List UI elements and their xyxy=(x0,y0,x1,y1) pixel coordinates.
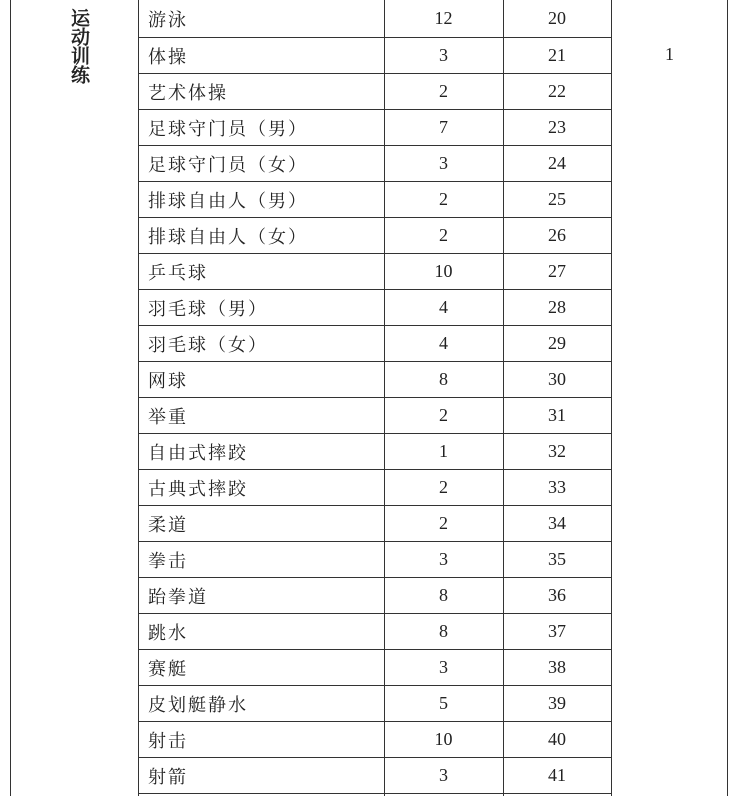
count-cell: 4 xyxy=(439,297,448,317)
count-cell: 8 xyxy=(439,585,448,605)
count-cell: 3 xyxy=(439,549,448,569)
sequence-cell: 23 xyxy=(548,117,566,137)
sport-name-cell: 射击 xyxy=(148,730,188,752)
table-border-right xyxy=(727,0,728,796)
sport-name-cell: 排球自由人（男） xyxy=(148,190,308,212)
sequence-cell: 24 xyxy=(548,153,566,173)
count-cell: 10 xyxy=(434,261,453,281)
table-row xyxy=(138,398,612,434)
sequence-cell: 33 xyxy=(548,477,566,497)
table-row xyxy=(138,182,612,218)
count-cell: 3 xyxy=(439,45,448,65)
sport-name-cell: 射箭 xyxy=(148,766,188,788)
sport-name-cell: 游泳 xyxy=(148,9,188,31)
count-cell: 3 xyxy=(439,153,448,173)
sequence-cell: 28 xyxy=(548,297,566,317)
count-cell: 2 xyxy=(439,513,448,533)
table-row xyxy=(138,758,612,794)
table-row xyxy=(138,506,612,542)
table-row xyxy=(138,146,612,182)
sport-name-cell: 足球守门员（女） xyxy=(148,154,308,176)
sport-name-cell: 羽毛球（女） xyxy=(148,334,268,356)
sequence-cell: 25 xyxy=(548,189,566,209)
table-row xyxy=(138,326,612,362)
table-row xyxy=(138,74,612,110)
sequence-cell: 35 xyxy=(548,549,566,569)
table-row xyxy=(138,614,612,650)
sequence-cell: 29 xyxy=(548,333,566,353)
sport-name-cell: 自由式摔跤 xyxy=(148,442,248,464)
sport-name-cell: 跳水 xyxy=(148,622,188,644)
sequence-cell: 41 xyxy=(548,765,566,785)
table-row xyxy=(138,722,612,758)
sequence-cell: 32 xyxy=(548,441,566,461)
table-row xyxy=(138,218,612,254)
sport-name-cell: 乒乓球 xyxy=(148,262,208,284)
table-row xyxy=(138,38,612,74)
count-cell: 7 xyxy=(439,117,448,137)
sequence-cell: 26 xyxy=(548,225,566,245)
sport-name-cell: 古典式摔跤 xyxy=(148,478,248,500)
sequence-cell: 27 xyxy=(548,261,566,281)
count-cell: 8 xyxy=(439,621,448,641)
sport-name-cell: 网球 xyxy=(148,370,188,392)
table-row xyxy=(138,290,612,326)
sequence-cell: 31 xyxy=(548,405,566,425)
count-cell: 10 xyxy=(434,729,453,749)
count-cell: 2 xyxy=(439,81,448,101)
count-cell: 2 xyxy=(439,225,448,245)
sequence-cell: 21 xyxy=(548,45,566,65)
sequence-cell: 30 xyxy=(548,369,566,389)
table-row xyxy=(138,686,612,722)
sport-name-cell: 拳击 xyxy=(148,550,188,572)
table-row xyxy=(138,110,612,146)
sequence-cell: 38 xyxy=(548,657,566,677)
count-cell: 8 xyxy=(439,369,448,389)
table-row xyxy=(138,650,612,686)
sequence-cell: 34 xyxy=(548,513,566,533)
sport-name-cell: 羽毛球（男） xyxy=(148,298,268,320)
count-cell: 2 xyxy=(439,189,448,209)
table-row xyxy=(138,0,612,38)
note-cell: 1 xyxy=(665,44,674,64)
count-cell: 4 xyxy=(439,333,448,353)
table-row xyxy=(138,434,612,470)
sequence-cell: 22 xyxy=(548,81,566,101)
table-row xyxy=(138,542,612,578)
sequence-cell: 40 xyxy=(548,729,566,749)
count-cell: 3 xyxy=(439,765,448,785)
count-cell: 5 xyxy=(439,693,448,713)
sequence-cell: 39 xyxy=(548,693,566,713)
count-cell: 2 xyxy=(439,477,448,497)
count-cell: 1 xyxy=(439,441,448,461)
sequence-cell: 37 xyxy=(548,621,566,641)
table-body xyxy=(138,0,612,794)
table-row xyxy=(138,362,612,398)
table-border-left xyxy=(10,0,11,796)
table-row xyxy=(138,470,612,506)
sport-name-cell: 艺术体操 xyxy=(148,82,228,104)
sport-name-cell: 足球守门员（男） xyxy=(148,118,308,140)
sport-name-cell: 赛艇 xyxy=(148,658,188,680)
sport-name-cell: 皮划艇静水 xyxy=(148,694,248,716)
sport-name-cell: 柔道 xyxy=(148,514,188,536)
sport-name-cell: 跆拳道 xyxy=(148,586,208,608)
sport-name-cell: 举重 xyxy=(148,406,188,428)
count-cell: 2 xyxy=(439,405,448,425)
count-cell: 12 xyxy=(434,8,453,28)
table-row xyxy=(138,254,612,290)
sequence-cell: 36 xyxy=(548,585,566,605)
sport-name-cell: 排球自由人（女） xyxy=(148,226,308,248)
sport-name-cell: 体操 xyxy=(148,46,188,68)
count-cell: 3 xyxy=(439,657,448,677)
table-row xyxy=(138,578,612,614)
sequence-cell: 20 xyxy=(548,8,566,28)
category-label: 运动训练 xyxy=(68,8,90,84)
